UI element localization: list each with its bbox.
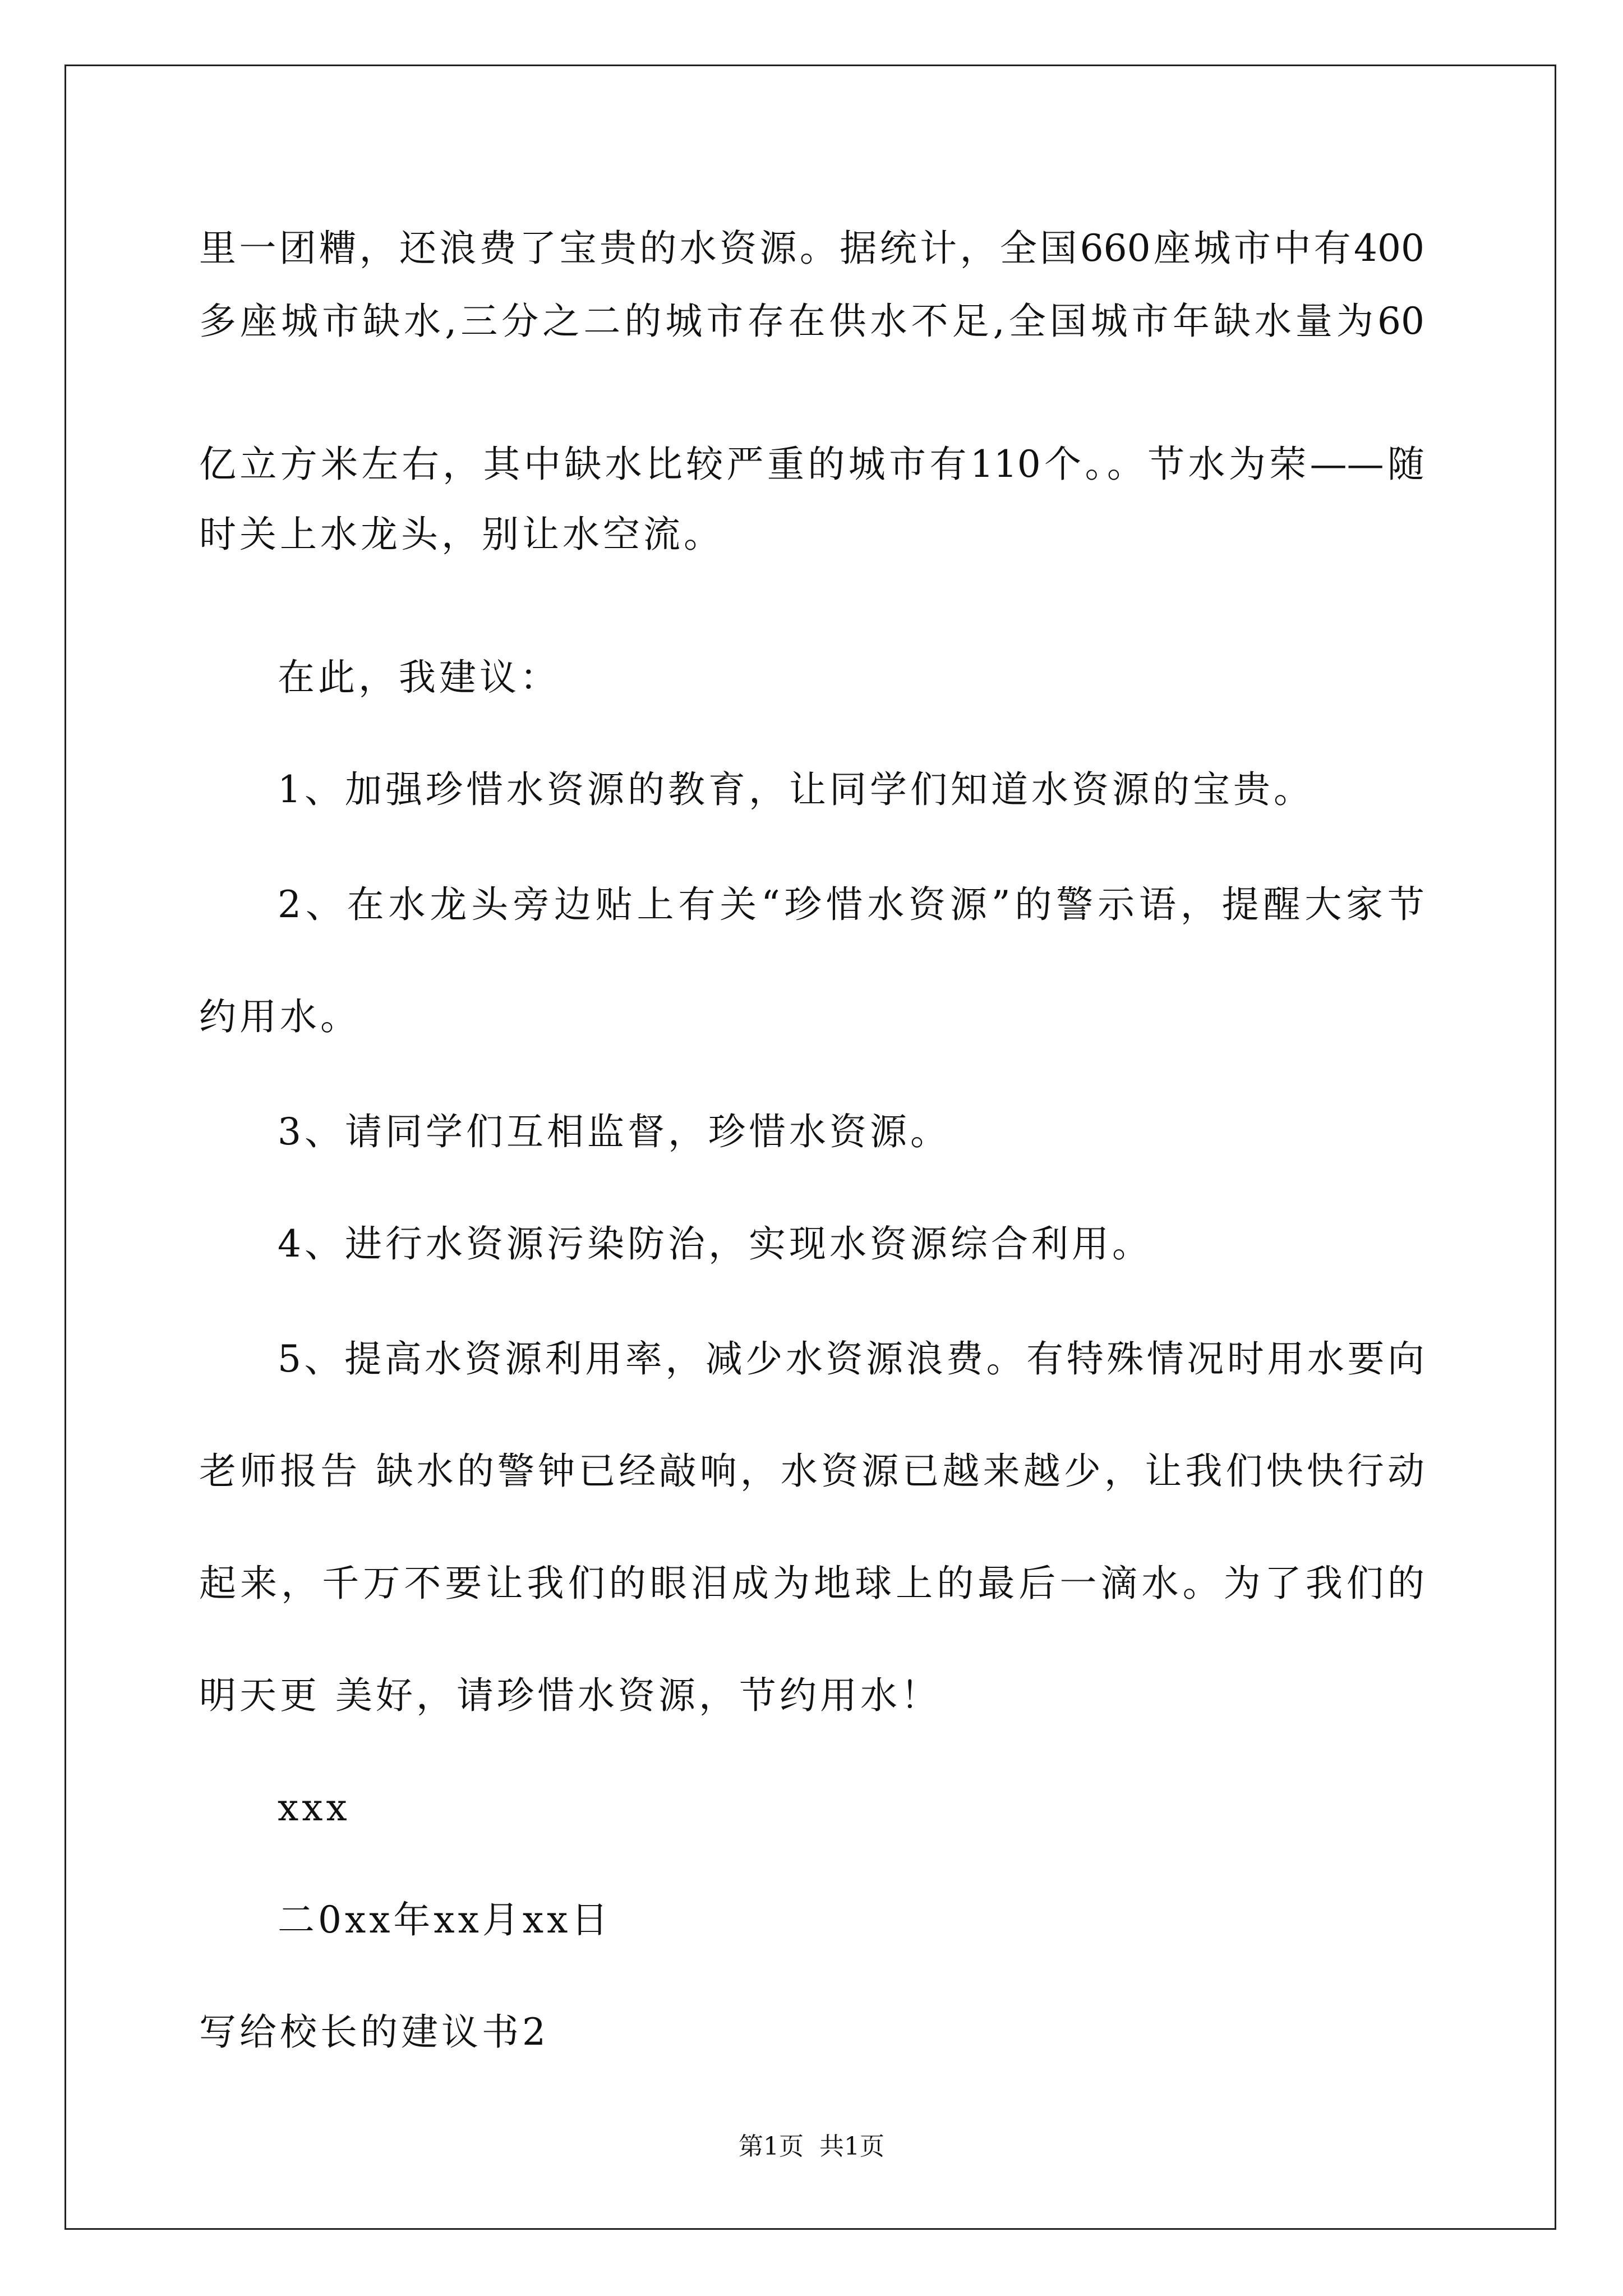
page-footer [0, 2134, 1623, 2159]
text-line-4: 时关上水龙头，别让水空流。 [199, 513, 724, 556]
section-heading: 写给校长的建议书2 [199, 2010, 549, 2054]
list-item-2: 2、在水龙头旁边贴上有关“珍惜水资源”的警示语，提醒大家节 [278, 883, 1424, 926]
text-line-2: 多座城市缺水,三分之二的城市存在供水不足,全国城市年缺水量为60 [199, 300, 1424, 343]
list-item-4: 4、进行水资源污染防治，实现水资源综合利用。 [278, 1222, 1152, 1266]
text-line-5: 在此，我建议： [278, 656, 560, 699]
list-item-2-cont: 约用水。 [199, 995, 361, 1038]
list-item-1: 1、加强珍惜水资源的教育，让同学们知道水资源的宝贵。 [278, 768, 1314, 811]
list-item-5-cont-2: 起来，千万不要让我们的眼泪成为地球上的最后一滴水。为了我们的 [199, 1562, 1424, 1605]
list-item-3: 3、请同学们互相监督，珍惜水资源。 [278, 1110, 951, 1153]
signature: xxx [278, 1786, 351, 1829]
list-item-5-cont-1: 老师报告 缺水的警钟已经敲响，水资源已越来越少，让我们快快行动 [199, 1450, 1424, 1493]
total-pages: 共1页 [819, 2132, 884, 2161]
page-number: 第1页 [739, 2132, 804, 2161]
list-item-5: 5、提高水资源利用率，减少水资源浪费。有特殊情况时用水要向 [278, 1337, 1424, 1381]
date-line: 二0xx年xx月xx日 [278, 1898, 612, 1941]
text-line-3: 亿立方米左右，其中缺水比较严重的城市有110个。。节水为荣——随 [199, 443, 1424, 486]
text-line-1: 里一团糟，还浪费了宝贵的水资源。据统计，全国660座城市中有400 [199, 227, 1424, 270]
list-item-5-cont-3: 明天更 美好，请珍惜水资源，节约用水！ [199, 1674, 941, 1717]
